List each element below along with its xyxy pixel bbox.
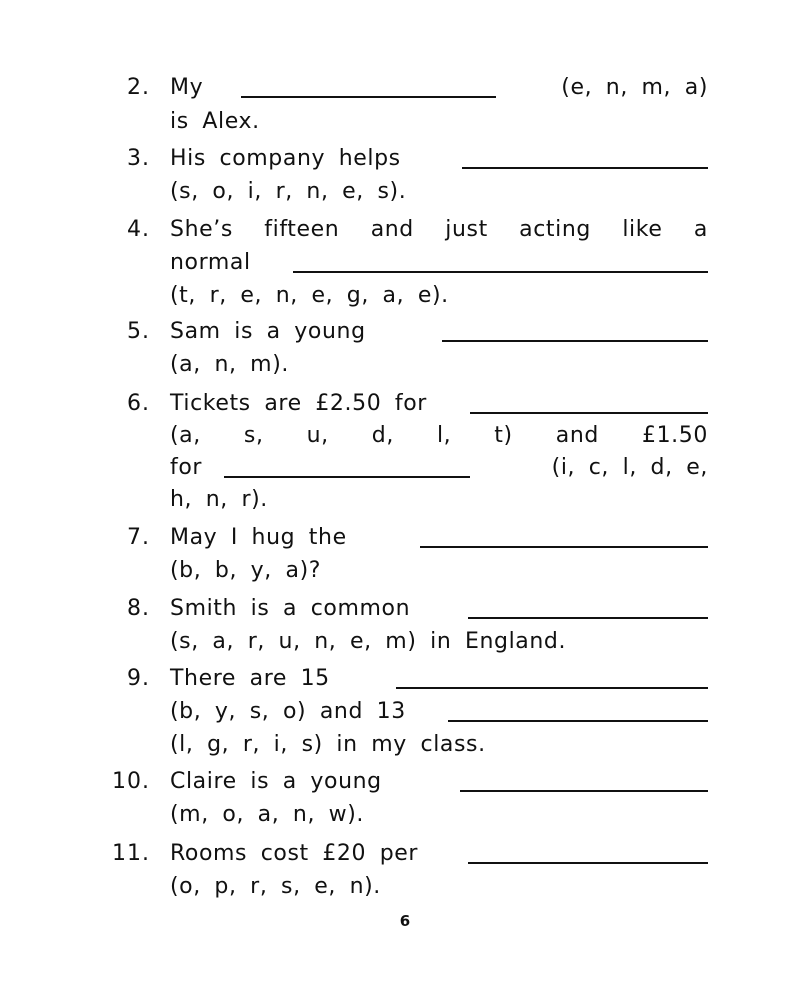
letter-hint: d,: [371, 423, 394, 448]
item-text: Tickets are £2.50 for: [170, 391, 427, 416]
letter-hint: (l, g, r, i, s) in my class.: [170, 732, 486, 757]
item-text: normal: [170, 250, 251, 275]
item-text: There are 15: [170, 666, 330, 691]
answer-blank[interactable]: [462, 143, 708, 169]
letter-hint: (b, y, s, o) and 13: [170, 699, 406, 724]
answer-blank[interactable]: [468, 838, 708, 864]
letter-hint: s,: [243, 423, 264, 448]
letter-hint: (o, p, r, s, e, n).: [170, 874, 381, 899]
answer-blank[interactable]: [460, 766, 708, 792]
item-text: My: [170, 75, 204, 100]
letter-hint: (a, n, m).: [170, 352, 289, 377]
item-number: 5.: [127, 319, 150, 344]
item-number: 4.: [127, 217, 150, 242]
item-text: for: [170, 455, 203, 480]
answer-blank[interactable]: [468, 593, 708, 619]
item-text: is Alex.: [170, 109, 260, 134]
item-number: 3.: [127, 146, 150, 171]
letter-hint: (a,: [170, 423, 201, 448]
item-word: She’s: [170, 217, 233, 242]
letter-hint: h, n, r).: [170, 487, 268, 512]
item-word: a: [693, 217, 708, 242]
item-word: and: [555, 423, 599, 448]
letter-hint: u,: [306, 423, 329, 448]
letter-hint: (t, r, e, n, e, g, a, e).: [170, 283, 449, 308]
letter-hint: t): [494, 423, 513, 448]
item-number: 2.: [127, 75, 150, 100]
item-text: Smith is a common: [170, 596, 411, 621]
item-word: acting: [519, 217, 591, 242]
page-number: 6: [399, 912, 411, 930]
item-number: 7.: [127, 525, 150, 550]
item-number: 10.: [112, 769, 150, 794]
answer-blank[interactable]: [442, 316, 708, 342]
item-number: 9.: [127, 666, 150, 691]
letter-hint: (i, c, l, d, e,: [551, 455, 708, 480]
answer-blank[interactable]: [224, 452, 470, 478]
answer-blank[interactable]: [293, 247, 708, 273]
item-text: Rooms cost £20 per: [170, 841, 419, 866]
letter-hint: l,: [436, 423, 452, 448]
item-word: fifteen: [264, 217, 340, 242]
answer-blank[interactable]: [470, 388, 708, 414]
letter-hint: (s, o, i, r, n, e, s).: [170, 179, 407, 204]
item-text: Claire is a young: [170, 769, 382, 794]
item-text: Sam is a young: [170, 319, 366, 344]
item-number: 11.: [112, 841, 150, 866]
answer-blank[interactable]: [396, 663, 708, 689]
item-word: and: [370, 217, 414, 242]
item-number: 8.: [127, 596, 150, 621]
item-number: 6.: [127, 391, 150, 416]
item-text: His company helps: [170, 146, 401, 171]
letter-hint: (e, n, m, a): [561, 75, 708, 100]
letter-hint: (b, b, y, a)?: [170, 558, 322, 583]
letter-hint: (m, o, a, n, w).: [170, 802, 365, 827]
answer-blank[interactable]: [241, 72, 496, 98]
item-text: May I hug the: [170, 525, 347, 550]
answer-blank[interactable]: [448, 696, 708, 722]
answer-blank[interactable]: [420, 522, 708, 548]
item-word: £1.50: [641, 423, 708, 448]
item-word: just: [445, 217, 488, 242]
item-word: like: [622, 217, 663, 242]
letter-hint: (s, a, r, u, n, e, m) in England.: [170, 629, 567, 654]
